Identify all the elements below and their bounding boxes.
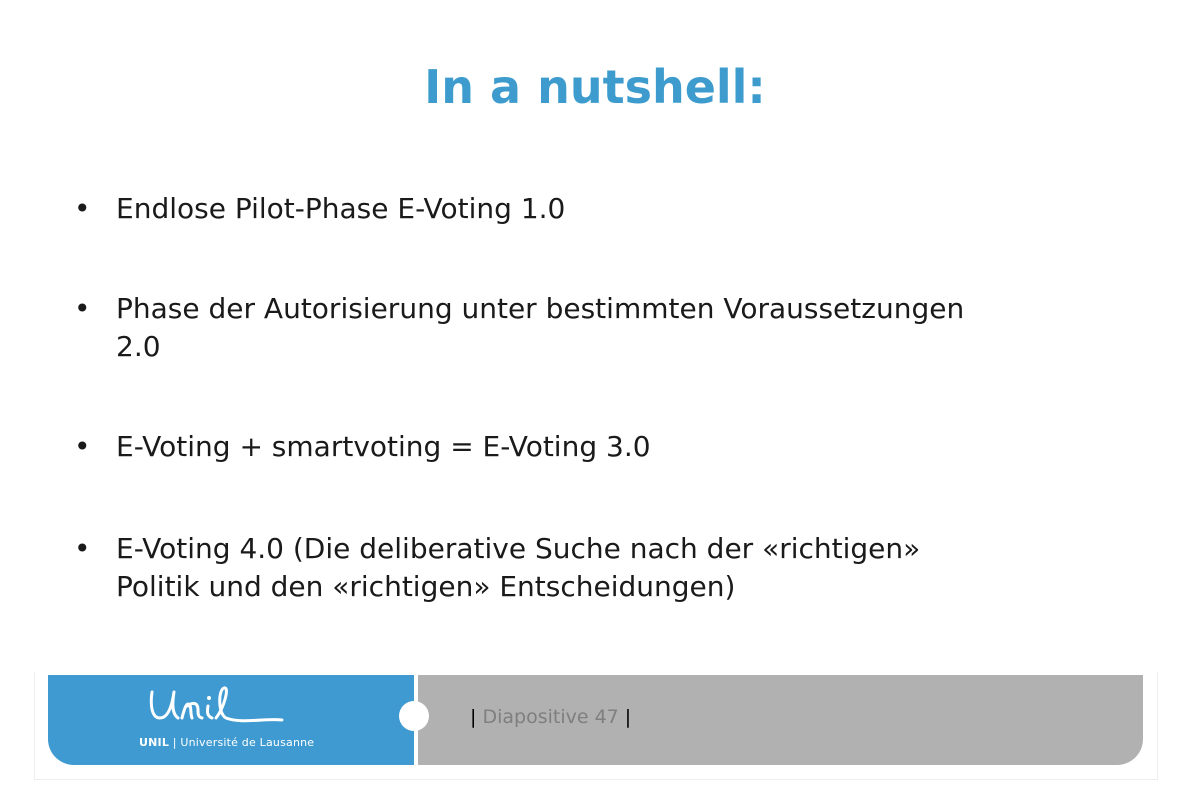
bullet-line: E-Voting + smartvoting = E-Voting 3.0 [116,430,651,463]
bullet-text [116,190,1124,228]
bullet-item [74,530,1124,606]
logo-caption [139,736,314,749]
bullet-text [116,428,1124,466]
logo-caption-acronym: UNIL [139,736,170,749]
bullet-line: Phase der Autorisierung unter bestimmten Voraussetzungen [116,292,965,325]
bullet-text [116,530,1124,606]
bullet-item [74,190,1124,228]
bullet-line: 2.0 [116,330,161,363]
bullet-line: Politik und den «richtigen» Entscheidungen) [116,570,736,603]
logo-caption-separator: | [172,736,177,749]
slide-counter [470,706,631,728]
slide-counter-label: Diapositive 47 [482,706,619,728]
bullet-item [74,290,1124,366]
slide-counter-close: | [624,706,632,728]
bullet-dot-icon: • [74,192,91,225]
unil-logo-icon [146,684,286,732]
bullet-line: E-Voting 4.0 (Die deliberative Suche nach der «richtigen» [116,532,921,565]
logo-caption-name: Université de Lausanne [180,736,315,749]
slide-counter-open: | [470,706,477,728]
bullet-item [74,428,1124,466]
bullet-dot-icon: • [74,292,91,325]
bullet-line: Endlose Pilot-Phase E-Voting 1.0 [116,192,566,225]
bullet-dot-icon: • [74,532,91,565]
footer-connector-dot [399,701,429,731]
bullet-dot-icon: • [74,430,91,463]
slide-title: In a nutshell: [424,59,766,114]
bullet-text [116,290,1124,366]
